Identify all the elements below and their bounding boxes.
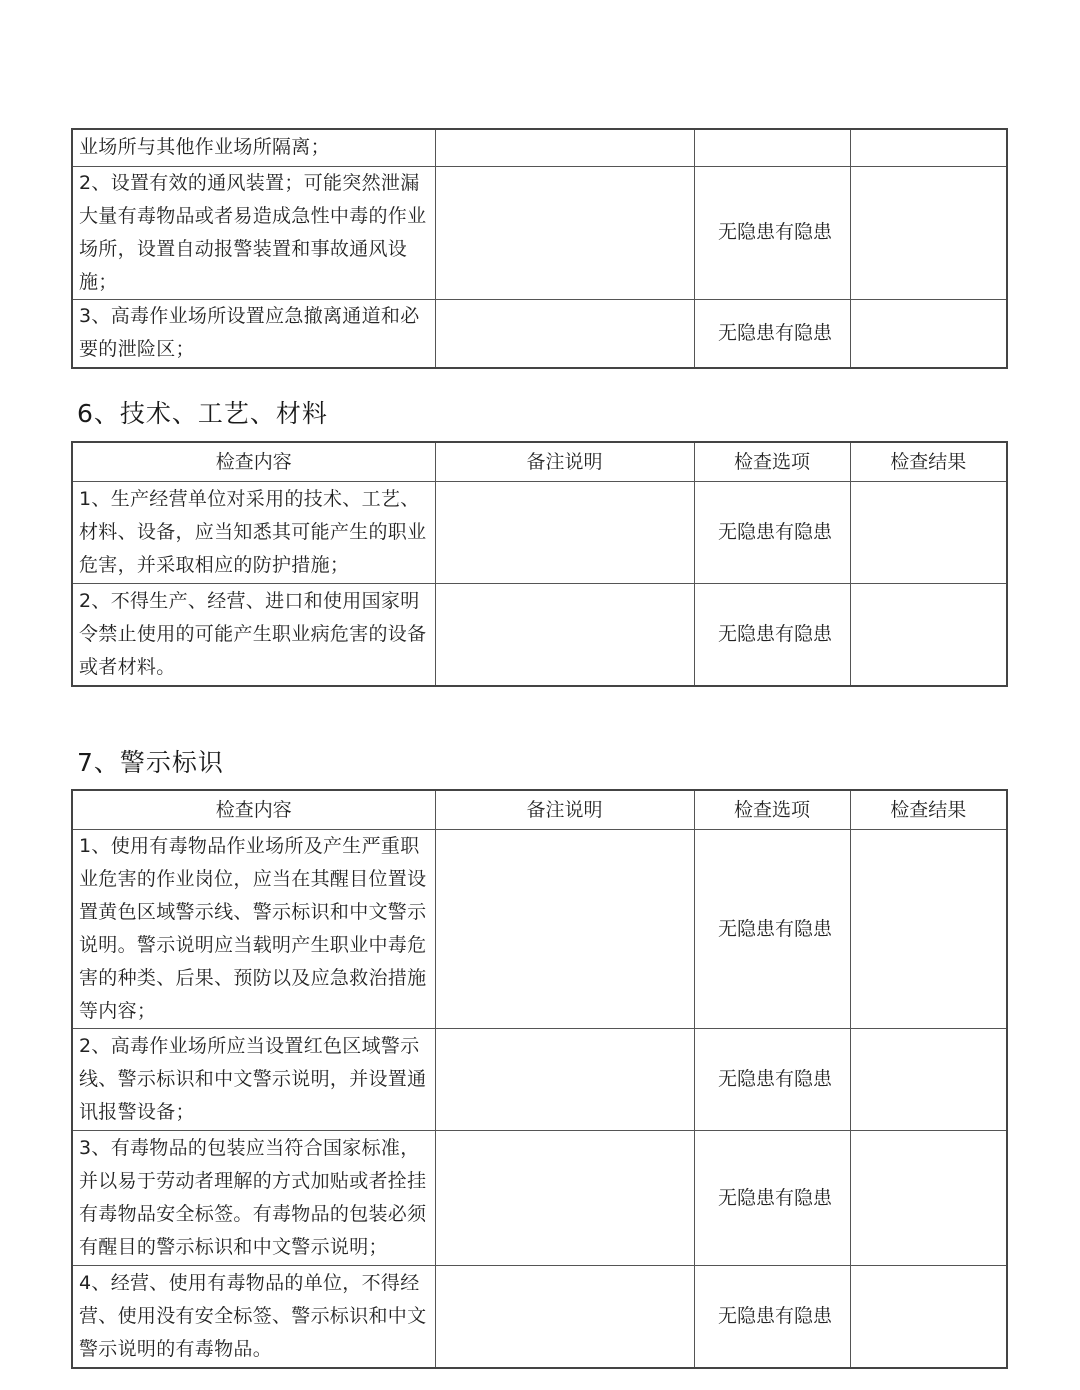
table-row bbox=[72, 1266, 1007, 1368]
table-header-row bbox=[72, 790, 1007, 830]
result-cell bbox=[850, 1131, 1007, 1266]
option-cell: 无隐患有隐患 bbox=[694, 1029, 850, 1131]
result-cell bbox=[850, 482, 1007, 584]
note-cell bbox=[435, 1029, 694, 1131]
content-cell: 4、经营、使用有毒物品的单位，不得经营、使用没有安全标签、警示标识和中文警示说明的有毒物品。 bbox=[72, 1266, 435, 1368]
option-cell bbox=[694, 129, 850, 166]
header-option: 检查选项 bbox=[694, 442, 850, 482]
table-row bbox=[72, 299, 1007, 368]
content-cell: 1、使用有毒物品作业场所及产生严重职业危害的作业岗位，应当在其醒目位置设置黄色区域警示线、警示标识和中文警示说明。警示说明应当载明产生职业中毒危害的种类、后果、预防以及应急救治措施等内容； bbox=[72, 830, 435, 1029]
section-6-title: 6、技术、工艺、材料 bbox=[77, 399, 328, 428]
result-cell bbox=[850, 584, 1007, 686]
note-cell bbox=[435, 1131, 694, 1266]
content-cell: 3、高毒作业场所设置应急撤离通道和必要的泄险区； bbox=[72, 299, 435, 368]
content-cell: 3、有毒物品的包装应当符合国家标准，并以易于劳动者理解的方式加贴或者拴挂有毒物品安全标签。有毒物品的包装必须有醒目的警示标识和中文警示说明； bbox=[72, 1131, 435, 1266]
content-cell: 2、设置有效的通风装置；可能突然泄漏大量有毒物品或者易造成急性中毒的作业场所，设置自动报警装置和事故通风设施； bbox=[72, 166, 435, 299]
table-header-row bbox=[72, 442, 1007, 482]
content-cell: 2、不得生产、经营、进口和使用国家明令禁止使用的可能产生职业病危害的设备或者材料。 bbox=[72, 584, 435, 686]
table-row bbox=[72, 129, 1007, 166]
continued-check-table bbox=[71, 128, 1008, 369]
header-note: 备注说明 bbox=[435, 790, 694, 830]
option-cell: 无隐患有隐患 bbox=[694, 482, 850, 584]
table-row bbox=[72, 1131, 1007, 1266]
option-cell: 无隐患有隐患 bbox=[694, 1266, 850, 1368]
table-row bbox=[72, 1029, 1007, 1131]
option-cell: 无隐患有隐患 bbox=[694, 830, 850, 1029]
table-row bbox=[72, 166, 1007, 299]
result-cell bbox=[850, 299, 1007, 368]
table-row bbox=[72, 584, 1007, 686]
header-result: 检查结果 bbox=[850, 790, 1007, 830]
note-cell bbox=[435, 830, 694, 1029]
option-cell: 无隐患有隐患 bbox=[694, 166, 850, 299]
section-6-check-table bbox=[71, 441, 1008, 687]
option-cell: 无隐患有隐患 bbox=[694, 299, 850, 368]
note-cell bbox=[435, 299, 694, 368]
content-cell: 2、高毒作业场所应当设置红色区域警示线、警示标识和中文警示说明，并设置通讯报警设备； bbox=[72, 1029, 435, 1131]
note-cell bbox=[435, 166, 694, 299]
header-content: 检查内容 bbox=[72, 442, 435, 482]
note-cell bbox=[435, 1266, 694, 1368]
result-cell bbox=[850, 830, 1007, 1029]
option-cell: 无隐患有隐患 bbox=[694, 1131, 850, 1266]
result-cell bbox=[850, 1266, 1007, 1368]
header-result: 检查结果 bbox=[850, 442, 1007, 482]
content-cell: 1、生产经营单位对采用的技术、工艺、材料、设备，应当知悉其可能产生的职业危害，并采取相应的防护措施； bbox=[72, 482, 435, 584]
header-option: 检查选项 bbox=[694, 790, 850, 830]
note-cell bbox=[435, 129, 694, 166]
section-7-check-table bbox=[71, 789, 1008, 1369]
note-cell bbox=[435, 584, 694, 686]
result-cell bbox=[850, 129, 1007, 166]
content-cell: 业场所与其他作业场所隔离； bbox=[72, 129, 435, 166]
table-row bbox=[72, 482, 1007, 584]
option-cell: 无隐患有隐患 bbox=[694, 584, 850, 686]
header-note: 备注说明 bbox=[435, 442, 694, 482]
result-cell bbox=[850, 1029, 1007, 1131]
table-row bbox=[72, 830, 1007, 1029]
note-cell bbox=[435, 482, 694, 584]
result-cell bbox=[850, 166, 1007, 299]
header-content: 检查内容 bbox=[72, 790, 435, 830]
section-7-title: 7、警示标识 bbox=[77, 748, 224, 777]
